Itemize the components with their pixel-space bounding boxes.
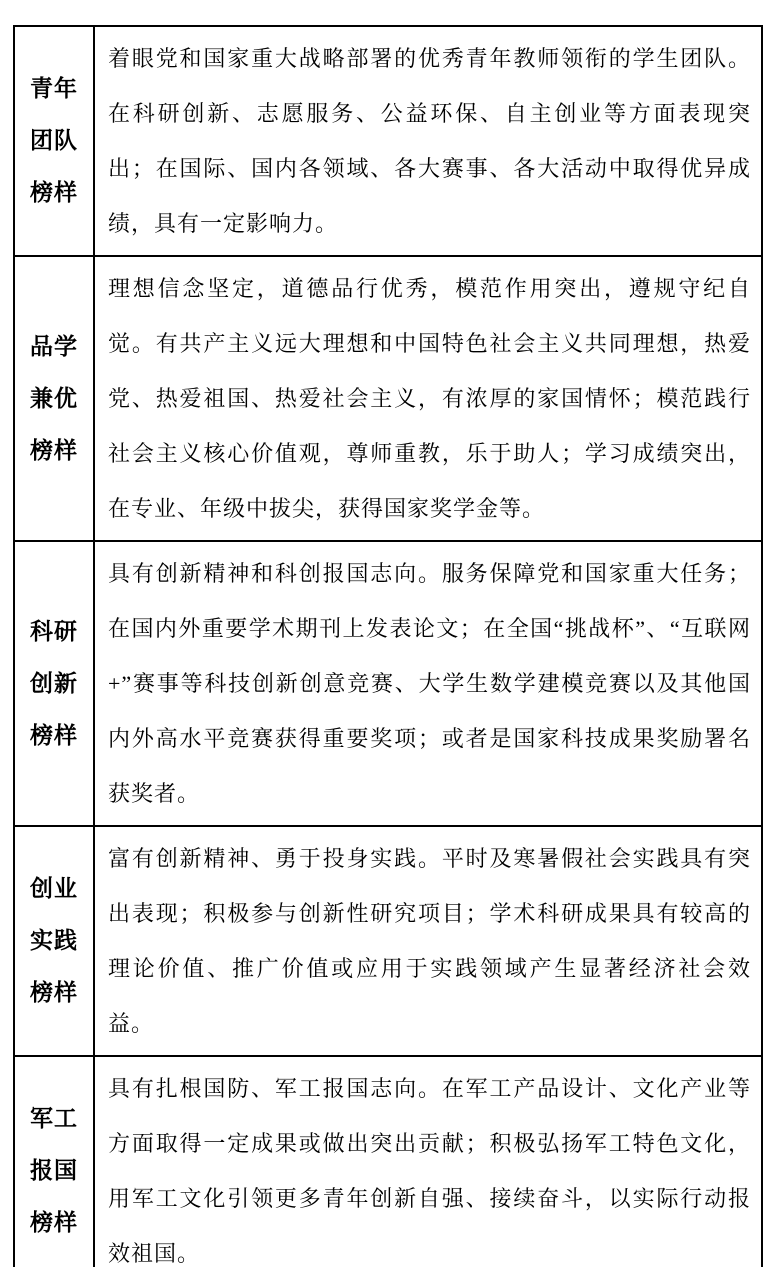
category-description-cell (95, 1057, 761, 1267)
category-label-line: 青年 (30, 76, 78, 101)
category-label-line: 创新 (30, 670, 78, 696)
category-label-cell (15, 257, 95, 540)
table-row (15, 542, 761, 827)
category-label-line: 品学 (30, 333, 78, 359)
category-label-line: 团队 (30, 128, 78, 153)
category-label-line: 榜样 (30, 180, 78, 205)
table-row (15, 827, 761, 1057)
category-description: 富有创新精神、勇于投身实践。平时及寒暑假社会实践具有突出表现；积极参与创新性研究项目；学术科研成果具有较高的理论价值、推广价值或应用于实践领域产生显著经济社会效益。 (108, 846, 751, 1036)
category-description: 着眼党和国家重大战略部署的优秀青年教师领衔的学生团队。在科研创新、志愿服务、公益环保、自主创业等方面表现突出；在国际、国内各领域、各大赛事、各大活动中取得优异成绩，具有一定影响力。 (108, 46, 751, 236)
category-label-cell (15, 542, 95, 825)
table-row (15, 1057, 761, 1267)
category-label-line: 科研 (30, 618, 78, 644)
category-label-cell (15, 827, 95, 1055)
category-label-line: 兼优 (30, 385, 78, 411)
category-label-line: 军工 (30, 1106, 78, 1131)
table-row (15, 27, 761, 257)
category-description: 具有创新精神和科创报国志向。服务保障党和国家重大任务；在国内外重要学术期刊上发表论文；在全国“挑战杯”、“互联网+”赛事等科技创新创意竞赛、大学生数学建模竞赛以及其他国内外高水平竞赛获得重要奖项；或者是国家科技成果奖励署名获奖者。 (108, 561, 751, 806)
category-label-cell (15, 27, 95, 255)
table-row (15, 257, 761, 542)
category-description-cell (95, 27, 761, 255)
category-label-line: 报国 (30, 1158, 78, 1183)
category-description: 理想信念坚定，道德品行优秀，模范作用突出，遵规守纪自觉。有共产主义远大理想和中国特色社会主义共同理想，热爱党、热爱祖国、热爱社会主义，有浓厚的家国情怀；模范践行社会主义核心价值观，尊师重教，乐于助人；学习成绩突出，在专业、年级中拔尖，获得国家奖学金等。 (108, 276, 751, 521)
category-label-line: 榜样 (30, 437, 78, 463)
category-label-cell (15, 1057, 95, 1267)
category-label-line: 榜样 (30, 980, 78, 1005)
category-label-line: 创业 (30, 876, 78, 901)
criteria-table (13, 25, 763, 1267)
category-description-cell (95, 257, 761, 540)
category-description-cell (95, 542, 761, 825)
category-label-line: 榜样 (30, 722, 78, 748)
category-description: 具有扎根国防、军工报国志向。在军工产品设计、文化产业等方面取得一定成果或做出突出贡献；积极弘扬军工特色文化，用军工文化引领更多青年创新自强、接续奋斗，以实际行动报效祖国。 (108, 1076, 751, 1266)
category-description-cell (95, 827, 761, 1055)
category-label-line: 榜样 (30, 1210, 78, 1235)
category-label-line: 实践 (30, 928, 78, 953)
